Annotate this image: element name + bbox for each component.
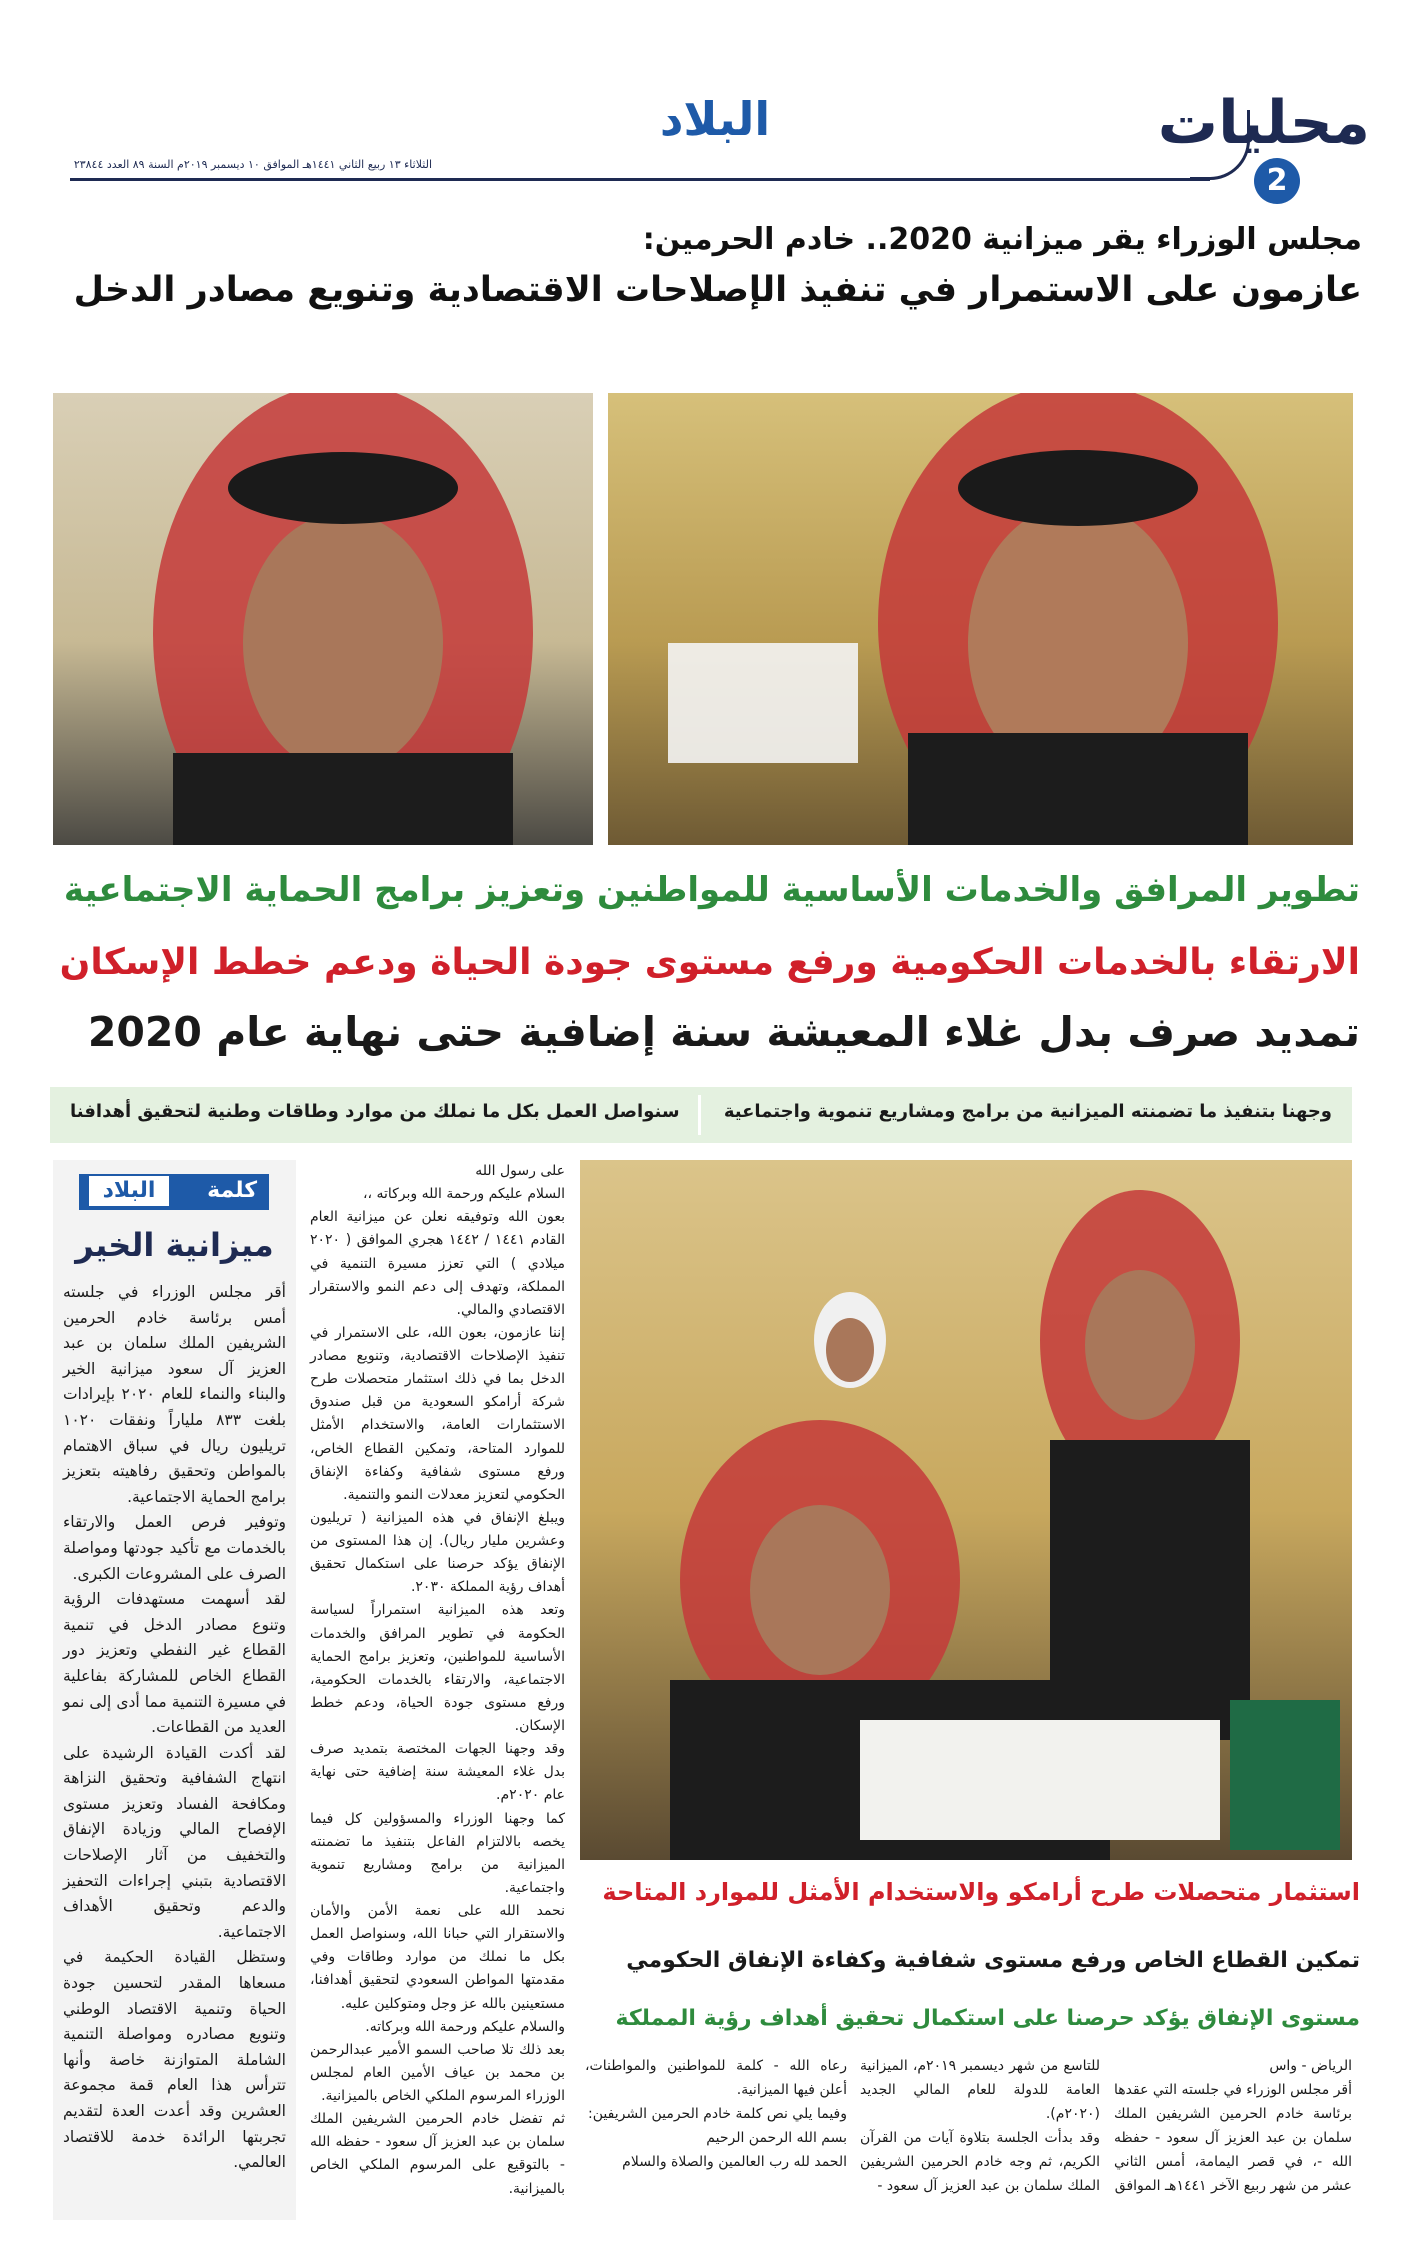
banner-quote-left: سنواصل العمل بكل ما نملك من موارد وطاقات وطنية لتحقيق أهدافنا <box>70 1101 680 1122</box>
photo-signing-illustration <box>580 1160 1352 1860</box>
header-curve-divider <box>1190 110 1250 180</box>
deck-line-black: تمكين القطاع الخاص ورفع مستوى شفافية وكفاءة الإنفاق الحكومي <box>626 1948 1360 1973</box>
deck-line-red: استثمار متحصلات طرح أرامكو والاستخدام الأمثل للموارد المتاحة <box>602 1878 1360 1906</box>
editorial-logo: البلاد <box>89 1176 169 1206</box>
photo-king-signing-budget <box>580 1160 1352 1860</box>
article-column-1: الرياض - واس أقر مجلس الوزراء في جلسته التي عقدها برئاسة خادم الحرمين الشريفين الملك سلمان بن عبد العزيز آل سعود - حفظه الله -، في قصر اليمامة، أمس الثاني عشر من شهر ربيع الآخر ١٤٤١هـ الموافق <box>1114 2058 1352 2194</box>
banner-quote-right: وجهنا بتنفيذ ما تضمنته الميزانية من برامج ومشاريع تنموية واجتماعية <box>723 1101 1332 1122</box>
editorial-sidebar <box>53 1160 296 2220</box>
subheadline-green: تطوير المرافق والخدمات الأساسية للمواطنين وتعزيز برامج الحماية الاجتماعية <box>63 870 1360 910</box>
quote-banner <box>50 1087 1352 1143</box>
banner-divider <box>698 1095 701 1135</box>
section-title: محليات <box>1157 88 1370 158</box>
newspaper-logo <box>640 92 790 152</box>
photo-king-reading <box>608 393 1353 845</box>
article-column-3: رعاه الله - كلمة للمواطنين والمواطنات، أعلن فيها الميزانية. وفيما يلي نص كلمة خادم الحرمين الشريفين: بسم الله الرحمن الرحيم الحمد لله رب العالمين والصلاة والسلام <box>585 2058 847 2170</box>
subheadline-black: تمديد صرف بدل غلاء المعيشة سنة إضافية حتى نهاية عام 2020 <box>87 1008 1360 1056</box>
dateline: الثلاثاء ١٣ ربيع الثاني ١٤٤١هـ الموافق ١٠ ديسمبر ٢٠١٩م السنة ٨٩ العدد ٢٣٨٤٤ <box>73 158 432 171</box>
photo-king-illustration <box>608 393 1353 845</box>
article-column-2: للتاسع من شهر ديسمبر ٢٠١٩م، الميزانية العامة للدولة للعام المالي الجديد (٢٠٢٠م). وقد بدأت الجلسة بتلاوة آيات من القرآن الكريم، ثم وجه خادم الحرمين الشريفين الملك سلمان بن عبد العزيز آل سعود - <box>860 2058 1100 2194</box>
photo-prince-illustration <box>53 393 593 845</box>
page-number-badge: 2 <box>1254 158 1300 204</box>
editorial-label: كلمة <box>207 1178 257 1203</box>
photo-crown-prince <box>53 393 593 845</box>
headline-kicker: مجلس الوزراء يقر ميزانية 2020.. خادم الحرمين: <box>642 222 1362 257</box>
editorial-title: ميزانية الخير <box>75 1226 274 1264</box>
main-headline: عازمون على الاستمرار في تنفيذ الإصلاحات الاقتصادية وتنويع مصادر الدخل <box>73 270 1362 310</box>
deck-line-green: مستوى الإنفاق يؤكد حرصنا على استكمال تحقيق أهداف رؤية المملكة <box>615 2006 1360 2031</box>
editorial-body: أقر مجلس الوزراء في جلسته أمس برئاسة خادم الحرمين الشريفين الملك سلمان بن عبد العزيز آل سعود ميزانية الخير والبناء والنماء للعام ٢٠٢٠ بإيرادات بلغت ٨٣٣ ملياراً ونفقات ١٠٢٠ تريليون ريال في سباق الاهتمام بالمواطن وتحقيق رفاهيته بتعزيز برامج الحماية الاجتماعية. وتوفير فرص العمل والارتقاء بالخدمات مع تأكيد جودتها ومواصلة الصرف على المشروعات الكبرى. لقد أسهمت مستهدفات الرؤية وتنوع مصادر الدخل في تنمية القطاع غير النفطي وتعزيز دور القطاع الخاص للمشاركة بفاعلية في مسيرة التنمية مما أدى إلى نمو العديد من القطاعات. لقد أكدت القيادة الرشيدة على انتهاج الشفافية وتحقيق النزاهة ومكافحة الفساد وتعزيز مستوى الإفصاح المالي وزيادة الإنفاق والتخفيف من آثار الإصلاحات الاقتصادية بتبني إجراءات التحفيز والدعم وتحقيق الأهداف الاجتماعية. وستظل القيادة الحكيمة في مسعاها المقدر لتحسين جودة الحياة وتنمية الاقتصاد الوطني وتنويع مصادره ومواصلة التنمية الشاملة المتوازنة خاصة وأنها تترأس هذا العام قمة مجموعة العشرين وقد أعدت العدة لتقديم تجربتها الرائدة خدمة للاقتصاد العالمي. <box>63 1283 287 2172</box>
speech-text-column: على رسول الله السلام عليكم ورحمة الله وبركاته ،، بعون الله وتوفيقه نعلن عن ميزانية العام القادم ١٤٤١ / ١٤٤٢ هجري الموافق ( ٢٠٢٠ ميلادي ) التي تعزز مسيرة التنمية في المملكة، وتهدف إلى دعم النمو والاستقرار الاقتصادي والمالي. إننا عازمون، بعون الله، على الاستمرار في تنفيذ الإصلاحات الاقتصادية، وتنويع مصادر الدخل بما في ذلك استثمار متحصلات طرح شركة أرامكو السعودية من قبل صندوق الاستثمارات العامة، والاستخدام الأمثل للموارد المتاحة، وتمكين القطاع الخاص، ورفع مستوى شفافية وكفاءة الإنفاق الحكومي لتعزيز معدلات النمو والتنمية. ويبلغ الإنفاق في هذه الميزانية ( تريليون وعشرين مليار ريال). إن هذا المستوى من الإنفاق يؤكد حرصنا على استكمال تحقيق أهداف رؤية المملكة ٢٠٣٠. وتعد هذه الميزانية استمراراً لسياسة الحكومة في تطوير المرافق والخدمات الأساسية للمواطنين، وتعزيز برامج الحماية الاجتماعية، والارتقاء بالخدمات الحكومية، ورفع مستوى جودة الحياة، ودعم خطط الإسكان. وقد وجهنا الجهات المختصة بتمديد صرف بدل غلاء المعيشة سنة إضافية حتى نهاية عام ٢٠٢٠م. كما وجهنا الوزراء والمسؤولين كل فيما يخصه بالالتزام الفاعل بتنفيذ ما تضمنته الميزانية من برامج ومشاريع تنموية واجتماعية. نحمد الله على نعمة الأمن والأمان والاستقرار التي حبانا الله، وسنواصل العمل بكل ما نملك من موارد وطاقات وفي مقدمتها المواطن السعودي لتحقيق أهدافنا، مستعينين بالله عز وجل ومتوكلين عليه. والسلام عليكم ورحمة الله وبركاته. بعد ذلك تلا صاحب السمو الأمير عبدالرحمن بن محمد بن عياف الأمين العام لمجلس الوزراء المرسوم الملكي الخاص بالميزانية. ثم تفضل خادم الحرمين الشريفين الملك سلمان بن عبد العزيز آل سعود - حفظه الله - بالتوقيع على المرسوم الملكي الخاص بالميزانية. <box>310 1163 565 2197</box>
logo-text: البلاد <box>659 92 771 146</box>
subheadline-red: الارتقاء بالخدمات الحكومية ورفع مستوى جودة الحياة ودعم خطط الإسكان <box>59 942 1360 983</box>
editorial-label-box <box>79 1174 269 1210</box>
